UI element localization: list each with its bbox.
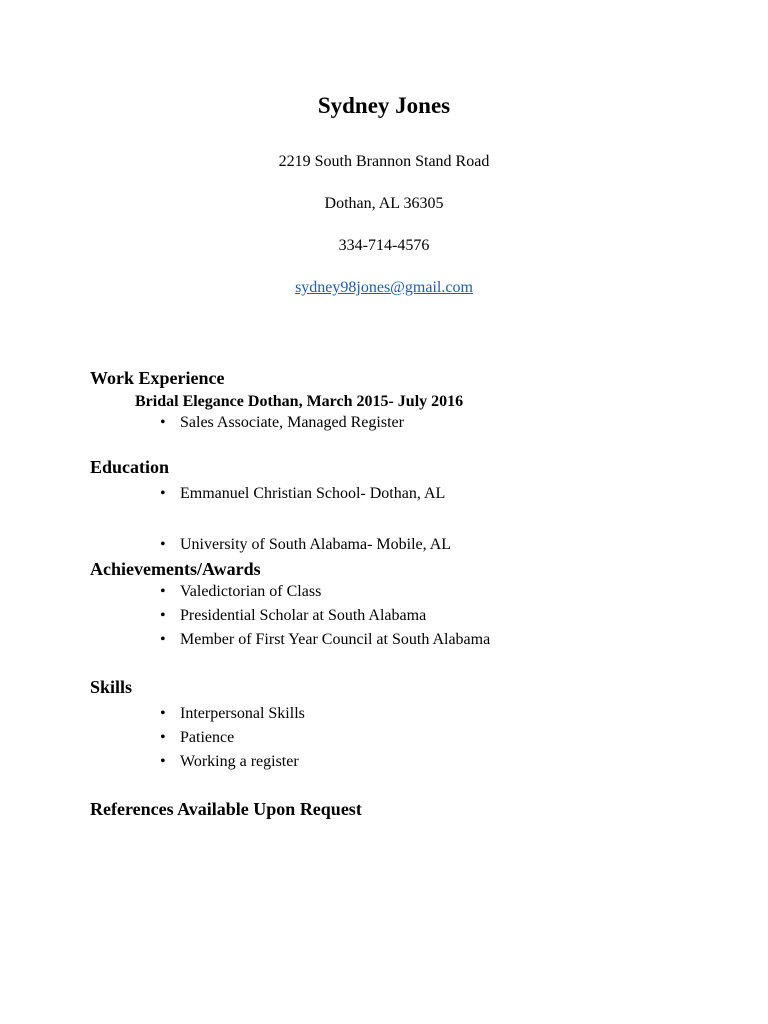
- list-item: • Presidential Scholar at South Alabama: [160, 607, 427, 624]
- list-item: • Patience: [160, 729, 235, 746]
- achievements-heading: Achievements/Awards: [90, 559, 261, 579]
- list-item: • Sales Associate, Managed Register: [160, 414, 404, 431]
- bullet-icon: •: [160, 485, 166, 502]
- list-item: • Interpersonal Skills: [160, 705, 305, 722]
- phone-number: 334-714-4576: [338, 237, 430, 254]
- address-line-2: Dothan, AL 36305: [324, 195, 444, 212]
- email-link[interactable]: sydney98jones@gmail.com: [295, 279, 473, 296]
- resume-name: Sydney Jones: [317, 93, 451, 118]
- list-item: • Working a register: [160, 753, 299, 770]
- bullet-icon: •: [160, 607, 166, 624]
- list-item: • University of South Alabama- Mobile, AL: [160, 536, 452, 553]
- education-heading: Education: [90, 457, 170, 477]
- bullet-icon: •: [160, 536, 166, 553]
- work-experience-heading: Work Experience: [90, 368, 225, 388]
- references-note: References Available Upon Request: [90, 799, 362, 819]
- list-item: • Member of First Year Council at South Alabama: [160, 631, 491, 648]
- address-line-1: 2219 South Brannon Stand Road: [278, 153, 490, 170]
- skills-heading: Skills: [90, 677, 133, 697]
- job-title: Bridal Elegance Dothan, March 2015- July 2016: [135, 393, 464, 410]
- bullet-icon: •: [160, 414, 166, 431]
- bullet-icon: •: [160, 729, 166, 746]
- list-item: • Emmanuel Christian School- Dothan, AL: [160, 485, 446, 502]
- bullet-icon: •: [160, 753, 166, 770]
- bullet-icon: •: [160, 631, 166, 648]
- list-item: • Valedictorian of Class: [160, 583, 322, 600]
- bullet-icon: •: [160, 583, 166, 600]
- bullet-icon: •: [160, 705, 166, 722]
